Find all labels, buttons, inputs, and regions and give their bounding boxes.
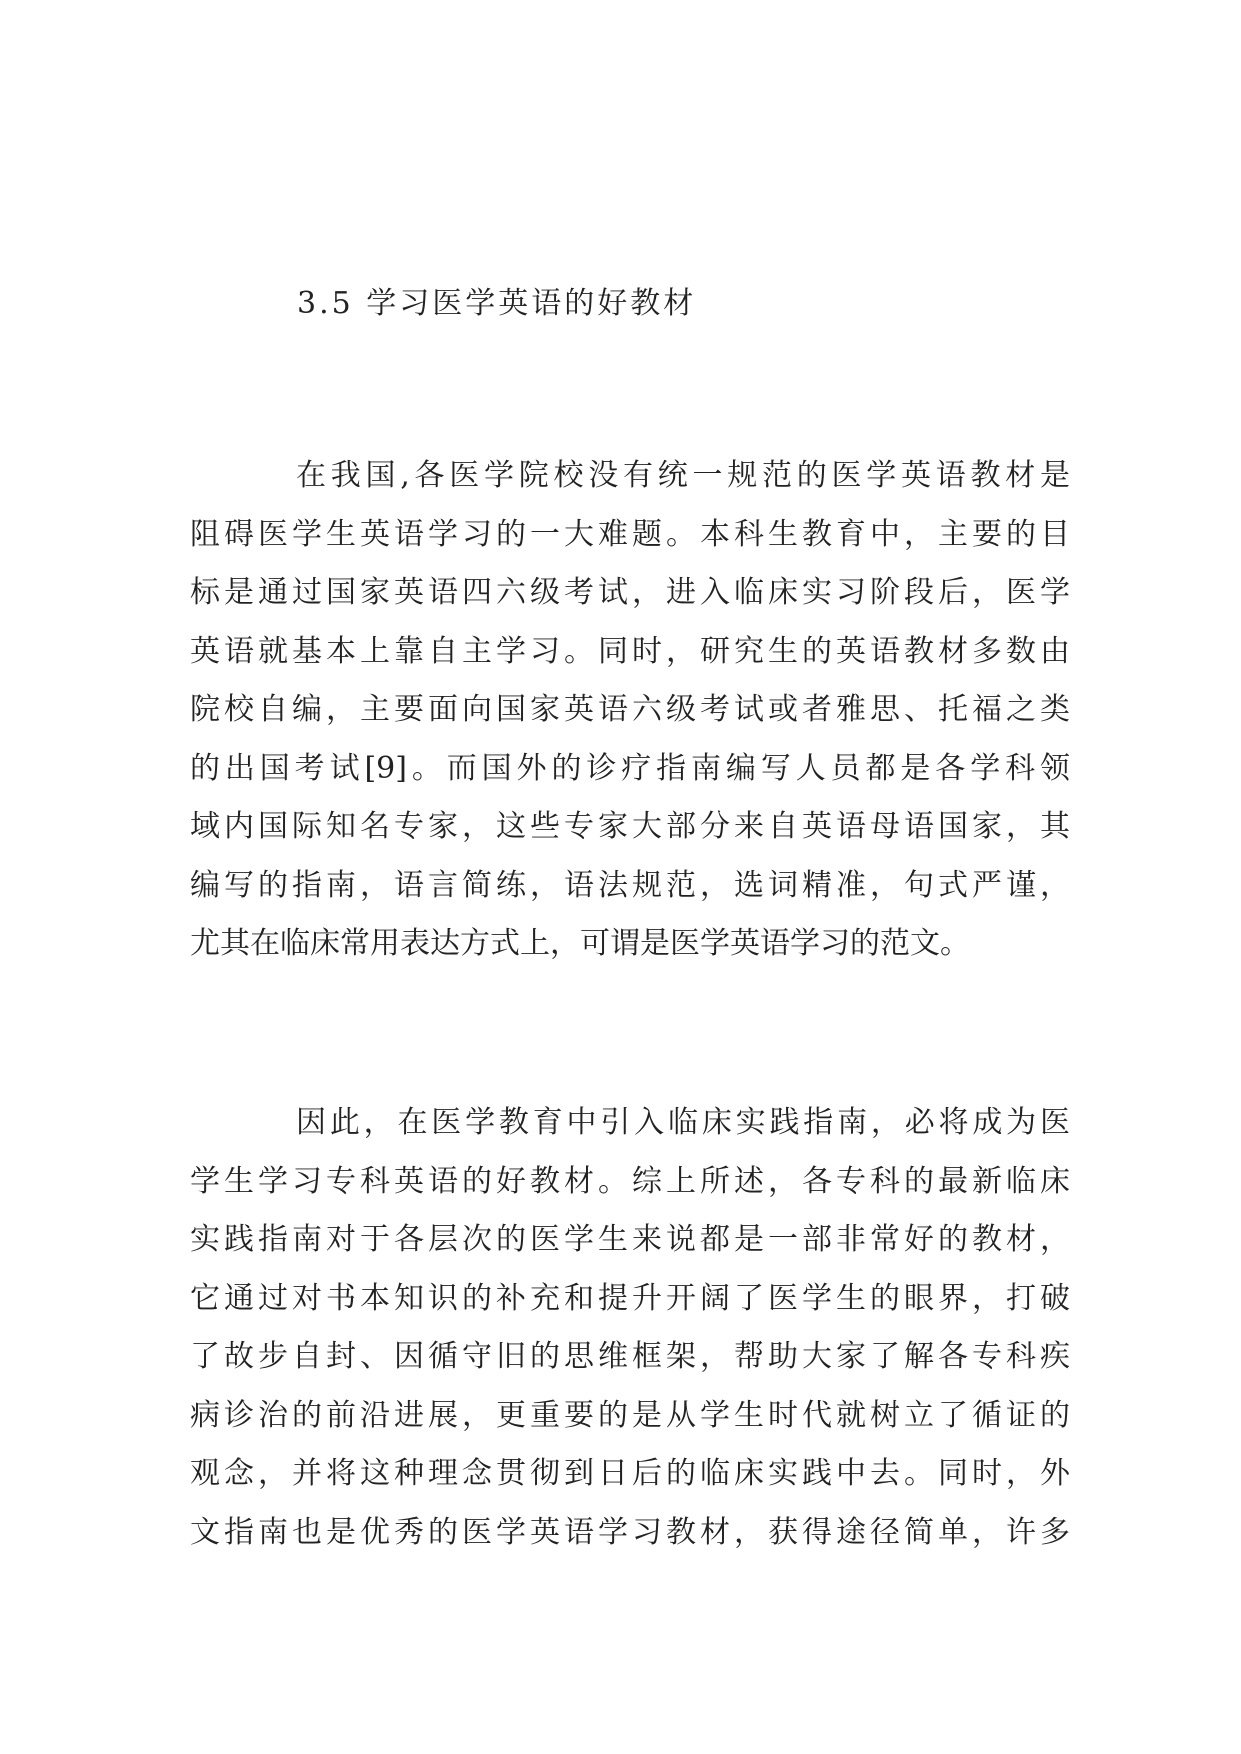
paragraph-line: 因此，在医学教育中引入临床实践指南，必将成为医 (296, 1105, 1070, 1140)
paragraph-line: 阻碍医学生英语学习的一大难题。本科生教育中，主要的目 (190, 516, 1070, 552)
paragraph-line: 它通过对书本知识的补充和提升开阔了医学生的眼界，打破 (190, 1280, 1070, 1316)
paragraph-line: 标是通过国家英语四六级考试，进入临床实习阶段后，医学 (190, 575, 1070, 610)
paragraph-guidelines-as-textbook (190, 1094, 1070, 1562)
paragraph-line: 观念，并将这种理念贯彻到日后的临床实践中去。同时，外 (190, 1456, 1070, 1491)
section-heading: 3.5 学习医学英语的好教材 (297, 286, 697, 321)
paragraph-textbook-problem (190, 447, 1070, 974)
paragraph-line: 在我国,各医学院校没有统一规范的医学英语教材是 (296, 458, 1070, 493)
paragraph-line: 了故步自封、因循守旧的思维框架，帮助大家了解各专科疾 (190, 1339, 1070, 1374)
paragraph-line: 文指南也是优秀的医学英语学习教材，获得途径简单，许多 (190, 1514, 1070, 1550)
paragraph-line: 编写的指南，语言简练，语法规范，选词精准，句式严谨， (190, 867, 1070, 903)
paragraph-line: 尤其在临床常用表达方式上，可谓是医学英语学习的范文。 (190, 926, 970, 961)
paragraph-line: 病诊治的前沿进展，更重要的是从学生时代就树立了循证的 (190, 1397, 1070, 1433)
paragraph-line: 实践指南对于各层次的医学生来说都是一部非常好的教材， (190, 1222, 1070, 1257)
paragraph-line: 的出国考试[9]。而国外的诊疗指南编写人员都是各学科领 (190, 750, 1070, 786)
paragraph-line: 学生学习专科英语的好教材。综上所述，各专科的最新临床 (190, 1163, 1070, 1199)
paragraph-line: 域内国际知名专家，这些专家大部分来自英语母语国家，其 (190, 809, 1070, 844)
paragraph-line: 院校自编，主要面向国家英语六级考试或者雅思、托福之类 (190, 692, 1070, 727)
paragraph-line: 英语就基本上靠自主学习。同时，研究生的英语教材多数由 (190, 633, 1070, 669)
